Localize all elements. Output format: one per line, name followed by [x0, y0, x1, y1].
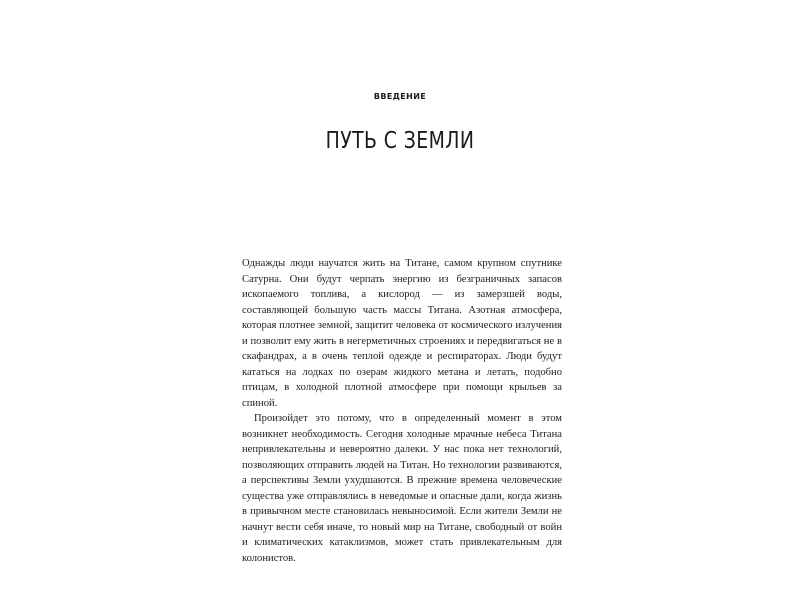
- body-text: [242, 256, 562, 566]
- chapter-title: ПУТЬ С ЗЕМЛИ: [325, 128, 475, 154]
- section-label: ВВЕДЕНИЕ: [373, 92, 427, 101]
- paragraph: Произойдет это потому, что в определенный момент в этом возникнет необходимость. Сегодня холодные мрачные небеса Титана непривлекательны и невероятно далеки. У нас пока нет технологий, позволяющих отправить людей на Титан. Но технологии развиваются, а перспективы Земли ухудшаются. В прежние времена человеческие существа уже отправлялись в неведомые и опасные дали, когда жизнь в привычном месте становилась невыносимой. Если жители Земли не начнут вести себя иначе, то новый мир на Титане, свободный от войн и климатических катаклизмов, может стать привлекательным для колонистов.: [242, 413, 562, 564]
- paragraph: Однажды люди научатся жить на Титане, самом крупном спутнике Сатурна. Они будут черпать энергию из безграничных запасов ископаемого топлива, а кислород — из замерзшей воды, составляющей большую часть массы Титана. Азотная атмосфера, которая плотнее земной, защитит человека от космического излучения и позволит ему жить в негерметичных строениях и передвигаться не в скафандрах, а в очень теплой одежде и респираторах. Люди будут кататься на лодках по озерам жидкого метана и летать, подобно птицам, в холодной плотной атмосфере при помощи крыльев за спиной.: [242, 258, 562, 409]
